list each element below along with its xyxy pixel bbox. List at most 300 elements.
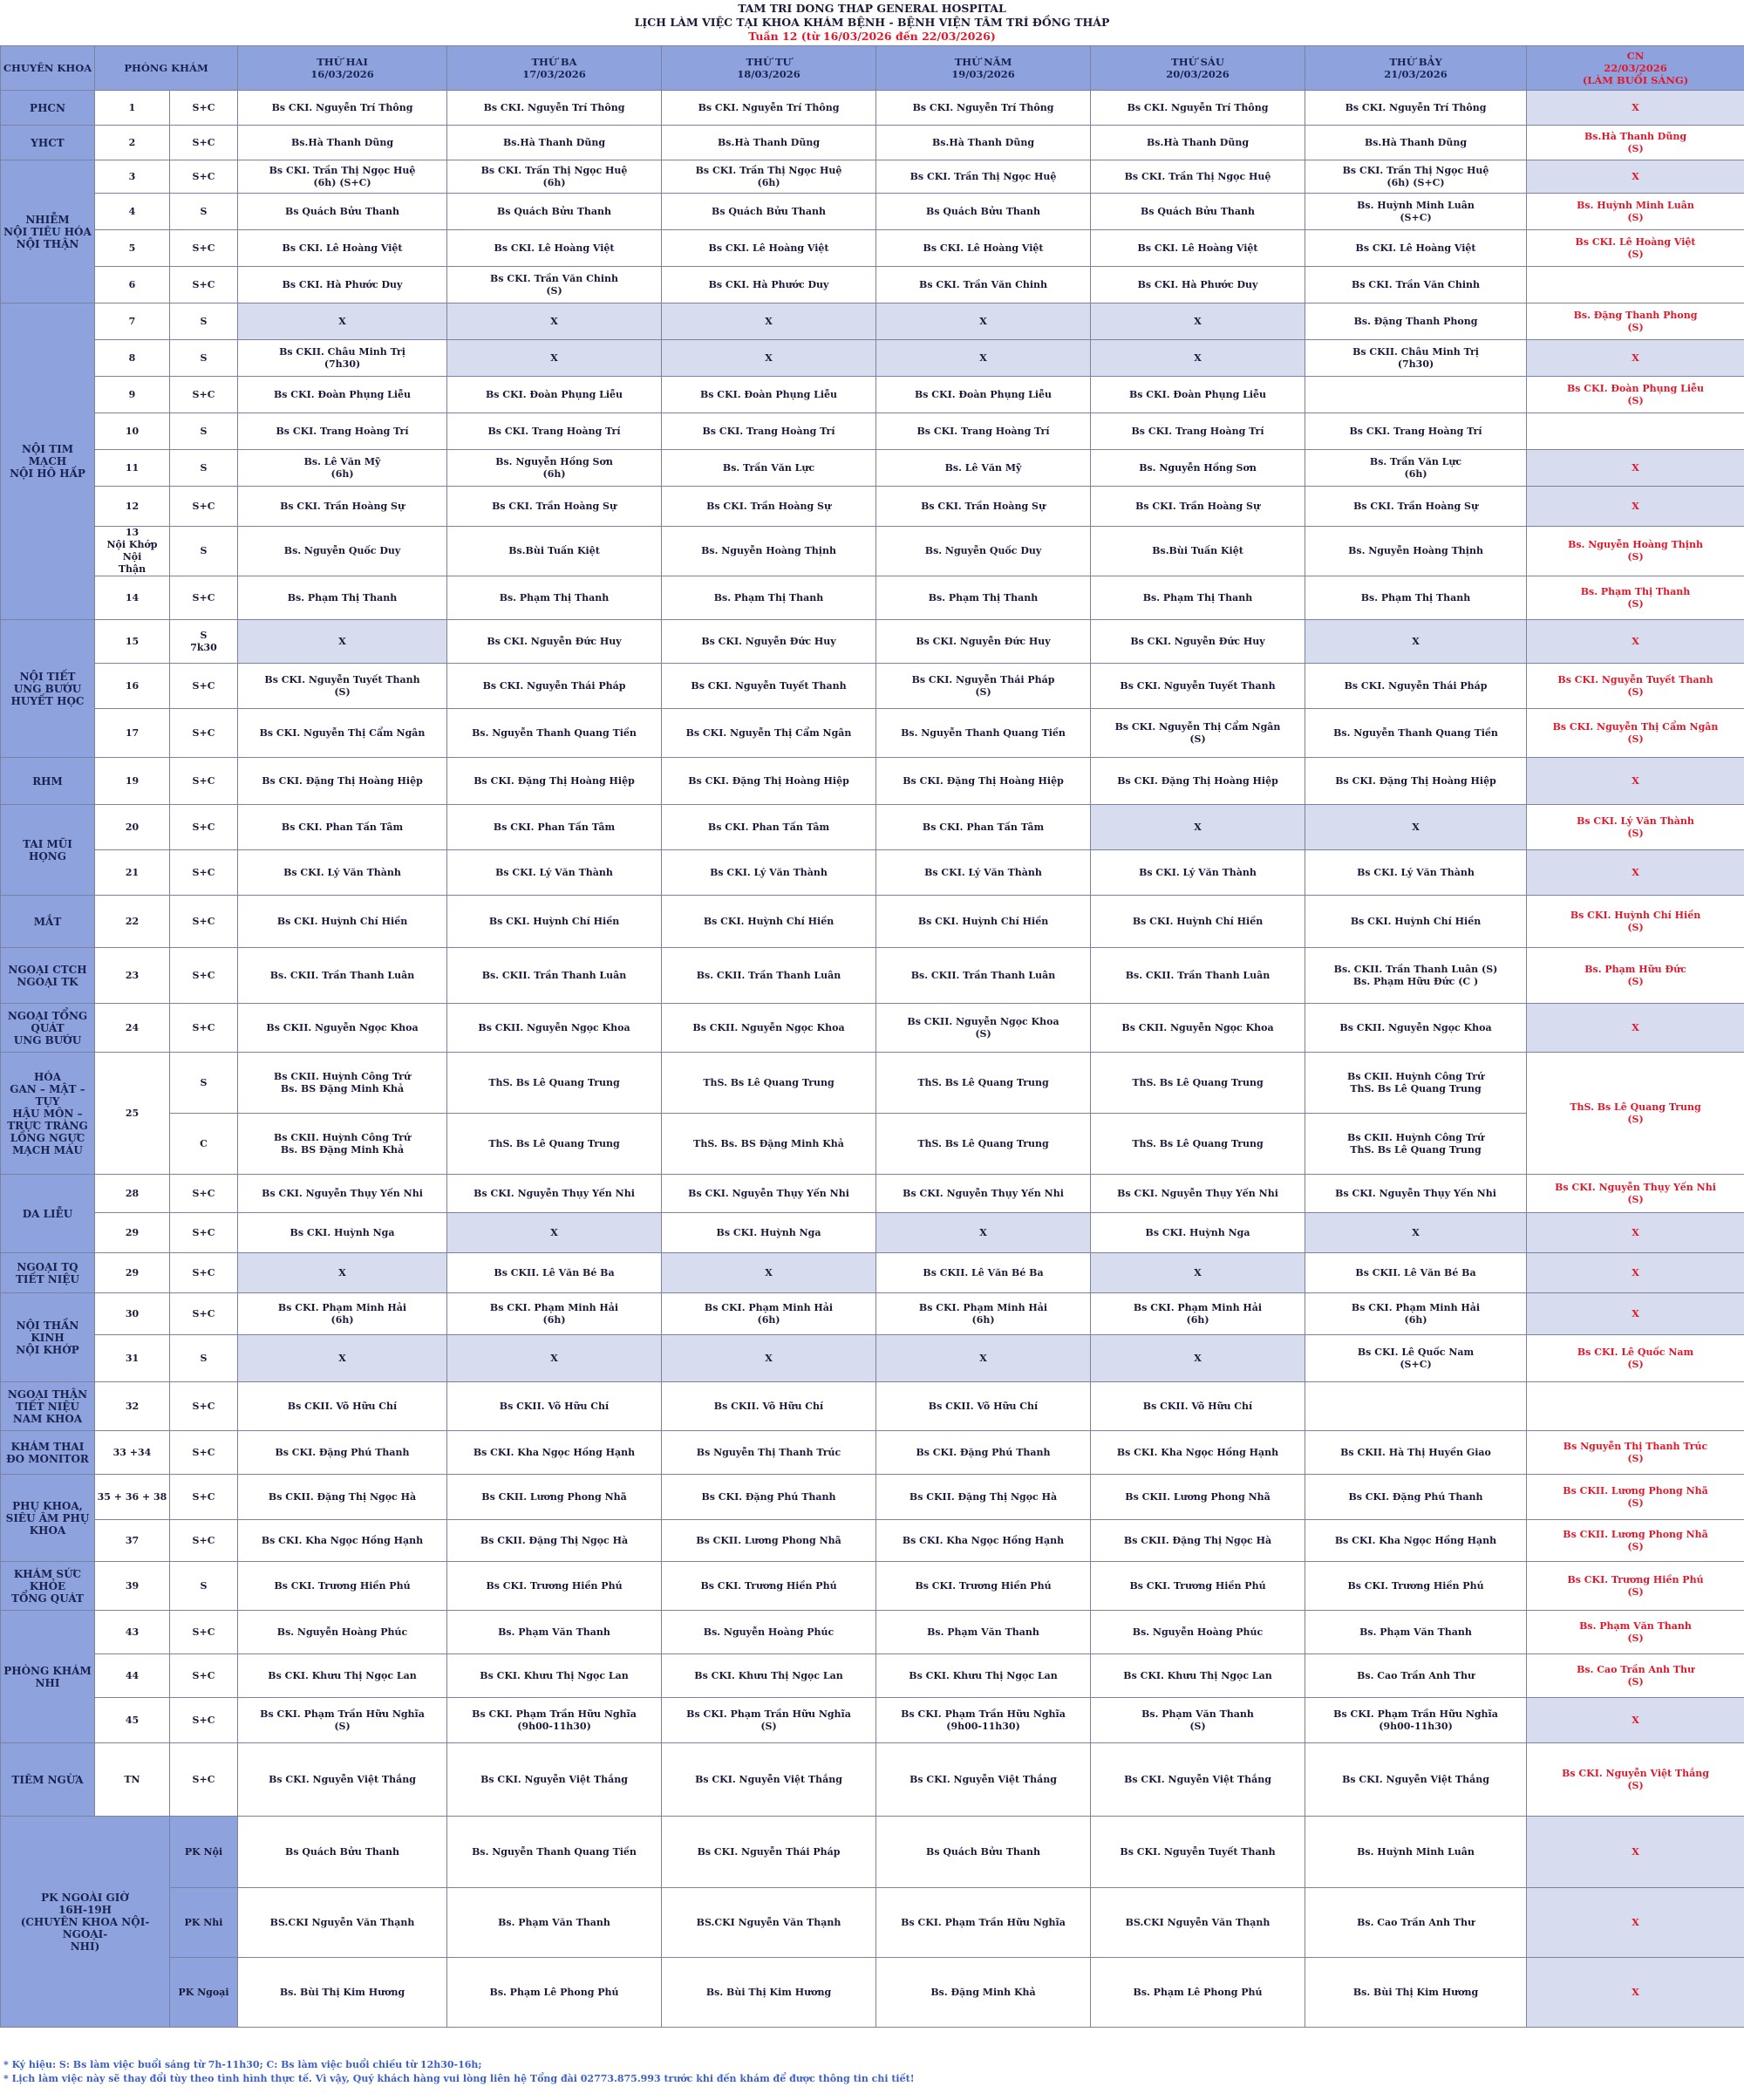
- specialty-cell: KHÁM THAI ĐO MONITOR: [1, 1431, 95, 1475]
- sunday-cell: Bs CKI. Đoàn Phụng Liễu (S): [1527, 377, 1744, 413]
- table-row: [1, 1382, 1744, 1431]
- specialty-cell: NGOẠI THẬN TIẾT NIỆU NAM KHOA: [1, 1382, 95, 1431]
- disclaimer-note: * Lịch làm việc này sẽ thay đổi tùy theo tình hình thực tế. Vì vậy, Quý khách hàng vui lòng liên hệ Tổng đài 02773.875.993 trước khi đến khám để được thông tin chi tiết!: [3, 2073, 915, 2084]
- doctor-cell: Bs. Phạm Lê Phong Phú: [447, 1958, 662, 2028]
- day-header: THỨ SÁU 20/03/2026: [1091, 46, 1305, 91]
- doctor-cell: Bs CKI. Trần Hoàng Sự: [447, 487, 662, 527]
- doctor-cell: Bs CKI. Lê Hoàng Việt: [876, 230, 1091, 267]
- table-row: [1, 948, 1744, 1004]
- doctor-cell: Bs CKI. Kha Ngọc Hồng Hạnh: [876, 1520, 1091, 1562]
- doctor-cell: Bs CKI. Đặng Thị Hoàng Hiệp: [876, 758, 1091, 805]
- sunday-cell: X: [1527, 340, 1744, 377]
- table-row: [1, 126, 1744, 160]
- room-cell: 29: [95, 1253, 170, 1293]
- doctor-cell: Bs CKI. Lê Hoàng Việt: [238, 230, 447, 267]
- specialty-cell: NHIỄM NỘI TIÊU HÓA NỘI THẬN: [1, 160, 95, 303]
- doctor-cell: Bs. Nguyễn Hoàng Phúc: [238, 1611, 447, 1654]
- specialty-cell: TAI MŨI HỌNG: [1, 805, 95, 896]
- doctor-cell: Bs CKI. Nguyễn Trí Thông: [876, 91, 1091, 126]
- doctor-cell: Bs CKI. Trần Hoàng Sự: [238, 487, 447, 527]
- doctor-cell: Bs CKI. Khưu Thị Ngọc Lan: [662, 1654, 876, 1698]
- table-row: [1, 1335, 1744, 1382]
- sunday-cell: Bs CKI. Nguyễn Thụy Yến Nhi (S): [1527, 1175, 1744, 1213]
- doctor-cell: Bs. Lê Văn Mỹ: [876, 450, 1091, 487]
- sunday-cell: X: [1527, 1253, 1744, 1293]
- doctor-cell: Bs. Nguyễn Quốc Duy: [238, 527, 447, 576]
- session-cell: S+C: [170, 377, 238, 413]
- room-cell: 29: [95, 1213, 170, 1253]
- doctor-cell: Bs. Bùi Thị Kim Hương: [1305, 1958, 1527, 2028]
- doctor-cell: Bs CKI. Nguyễn Tuyết Thanh: [1091, 664, 1305, 709]
- schedule-body: [1, 91, 1744, 2028]
- doctor-cell: ThS. Bs Lê Quang Trung: [1091, 1053, 1305, 1114]
- doctor-cell: Bs CKI. Huỳnh Nga: [1091, 1213, 1305, 1253]
- specialty-cell: NGOẠI TỔNG QUÁT UNG BƯỚU: [1, 1004, 95, 1053]
- doctor-cell: Bs CKII. Võ Hữu Chí: [238, 1382, 447, 1431]
- doctor-cell: Bs CKII. Nguyễn Ngọc Khoa: [447, 1004, 662, 1053]
- page-header: [0, 0, 1744, 45]
- sunday-cell: X: [1527, 850, 1744, 896]
- doctor-cell: Bs CKI. Trần Thị Ngọc Huệ (6h) (S+C): [238, 160, 447, 194]
- doctor-cell: Bs CKI. Nguyễn Tuyết Thanh: [1091, 1817, 1305, 1888]
- table-row: [1, 1888, 1744, 1958]
- sunday-cell: X: [1527, 487, 1744, 527]
- doctor-cell: Bs CKII. Nguyễn Ngọc Khoa: [1305, 1004, 1527, 1053]
- doctor-cell: Bs. Nguyễn Thanh Quang Tiền: [876, 709, 1091, 758]
- doctor-cell: Bs CKI. Đặng Thị Hoàng Hiệp: [662, 758, 876, 805]
- room-cell: 4: [95, 194, 170, 230]
- table-row: [1, 1004, 1744, 1053]
- doctor-cell: X: [876, 303, 1091, 340]
- doctor-cell: Bs CKI. Nguyễn Tuyết Thanh: [662, 664, 876, 709]
- doctor-cell: Bs. Nguyễn Hoàng Phúc: [1091, 1611, 1305, 1654]
- doctor-cell: Bs CKI. Nguyễn Thị Cẩm Ngân (S): [1091, 709, 1305, 758]
- doctor-cell: X: [1091, 303, 1305, 340]
- doctor-cell: Bs CKI. Nguyễn Thái Pháp: [447, 664, 662, 709]
- table-row: [1, 267, 1744, 303]
- doctor-cell: Bs CKI. Phan Tấn Tâm: [876, 805, 1091, 850]
- doctor-cell: Bs CKI. Khưu Thị Ngọc Lan: [1091, 1654, 1305, 1698]
- doctor-cell: Bs. Trần Văn Lực (6h): [1305, 450, 1527, 487]
- doctor-cell: Bs CKI. Trương Hiền Phú: [238, 1562, 447, 1611]
- doctor-cell: Bs CKI. Trần Hoàng Sự: [876, 487, 1091, 527]
- table-row: [1, 1053, 1744, 1114]
- doctor-cell: Bs CKI. Đoàn Phụng Liễu: [662, 377, 876, 413]
- doctor-cell: ThS. Bs Lê Quang Trung: [447, 1053, 662, 1114]
- doctor-cell: Bs CKI. Nguyễn Đức Huy: [447, 620, 662, 664]
- room-cell: 6: [95, 267, 170, 303]
- sunday-cell: X: [1527, 1888, 1744, 1958]
- doctor-cell: Bs CKI. Trương Hiền Phú: [1305, 1562, 1527, 1611]
- doctor-cell: Bs CKII. Võ Hữu Chí: [876, 1382, 1091, 1431]
- table-row: [1, 1698, 1744, 1743]
- doctor-cell: Bs. Nguyễn Hoàng Phúc: [662, 1611, 876, 1654]
- doctor-cell: ThS. Bs Lê Quang Trung: [876, 1053, 1091, 1114]
- room-cell: 7: [95, 303, 170, 340]
- session-cell: S+C: [170, 805, 238, 850]
- doctor-cell: Bs CKI. Lê Hoàng Việt: [447, 230, 662, 267]
- session-cell: S+C: [170, 91, 238, 126]
- doctor-cell: Bs CKI. Phạm Minh Hải (6h): [1091, 1293, 1305, 1335]
- doctor-cell: Bs CKII. Đặng Thị Ngọc Hà: [447, 1520, 662, 1562]
- doctor-cell: Bs CKI. Lê Hoàng Việt: [662, 230, 876, 267]
- doctor-cell: Bs CKI. Nguyễn Trí Thông: [1305, 91, 1527, 126]
- doctor-cell: Bs CKII. Lê Văn Bé Ba: [1305, 1253, 1527, 1293]
- doctor-cell: Bs. Huỳnh Minh Luân: [1305, 1817, 1527, 1888]
- doctor-cell: Bs.Hà Thanh Dũng: [447, 126, 662, 160]
- doctor-cell: X: [238, 1253, 447, 1293]
- table-row: [1, 805, 1744, 850]
- doctor-cell: X: [1091, 1335, 1305, 1382]
- specialty-cell: TIÊM NGỪA: [1, 1743, 95, 1817]
- table-row: [1, 160, 1744, 194]
- doctor-cell: Bs CKI. Nguyễn Đức Huy: [1091, 620, 1305, 664]
- table-row: [1, 1817, 1744, 1888]
- session-cell: S+C: [170, 1698, 238, 1743]
- table-row: [1, 1431, 1744, 1475]
- table-row: [1, 576, 1744, 620]
- doctor-cell: Bs CKI. Trương Hiền Phú: [447, 1562, 662, 1611]
- session-cell: S+C: [170, 896, 238, 948]
- footer-notes: [3, 2058, 1739, 2086]
- doctor-cell: Bs. Nguyễn Thanh Quang Tiền: [1305, 709, 1527, 758]
- doctor-cell: Bs CKI. Hà Phước Duy: [238, 267, 447, 303]
- room-cell: 32: [95, 1382, 170, 1431]
- doctor-cell: Bs CKI. Nguyễn Việt Thắng: [238, 1743, 447, 1817]
- specialty-cell: NGOẠI TQ TIẾT NIỆU: [1, 1253, 95, 1293]
- session-cell: S: [170, 1053, 238, 1114]
- table-row: [1, 1654, 1744, 1698]
- session-cell: S+C: [170, 1743, 238, 1817]
- day-header: THỨ BA 17/03/2026: [447, 46, 662, 91]
- doctor-cell: Bs. Nguyễn Hồng Sơn (6h): [447, 450, 662, 487]
- doctor-cell: Bs CKI. Phạm Trần Hữu Nghĩa: [876, 1888, 1091, 1958]
- room-cell: 20: [95, 805, 170, 850]
- doctor-cell: X: [1091, 340, 1305, 377]
- specialty-cell: DA LIỄU: [1, 1175, 95, 1253]
- doctor-cell: Bs. Phạm Thị Thanh: [238, 576, 447, 620]
- sunday-cell: X: [1527, 1958, 1744, 2028]
- doctor-cell: Bs CKI. Nguyễn Việt Thắng: [1091, 1743, 1305, 1817]
- sunday-cell: [1527, 413, 1744, 450]
- doctor-cell: Bs CKI. Trương Hiền Phú: [1091, 1562, 1305, 1611]
- doctor-cell: Bs CKI. Đặng Thị Hoàng Hiệp: [1305, 758, 1527, 805]
- doctor-cell: Bs. Phạm Văn Thanh: [447, 1888, 662, 1958]
- table-row: [1, 1175, 1744, 1213]
- doctor-cell: Bs CKI. Nguyễn Thị Cẩm Ngân: [662, 709, 876, 758]
- room-cell: 44: [95, 1654, 170, 1698]
- sunday-cell: Bs CKI. Nguyễn Thị Cẩm Ngân (S): [1527, 709, 1744, 758]
- doctor-cell: Bs CKI. Trang Hoàng Trí: [1305, 413, 1527, 450]
- doctor-cell: Bs CKI. Kha Ngọc Hồng Hạnh: [238, 1520, 447, 1562]
- doctor-cell: Bs CKI. Đặng Thị Hoàng Hiệp: [238, 758, 447, 805]
- room-cell: 13 Nội Khớp Nội Thận: [95, 527, 170, 576]
- table-row: [1, 1253, 1744, 1293]
- sunday-cell: X: [1527, 758, 1744, 805]
- doctor-cell: X: [238, 303, 447, 340]
- doctor-cell: Bs CKI. Nguyễn Thụy Yến Nhi: [1091, 1175, 1305, 1213]
- doctor-cell: Bs. CKII. Trần Thanh Luân: [238, 948, 447, 1004]
- doctor-cell: Bs CKII. Nguyễn Ngọc Khoa: [238, 1004, 447, 1053]
- day-header: THỨ BẢY 21/03/2026: [1305, 46, 1527, 91]
- doctor-cell: Bs.Hà Thanh Dũng: [1305, 126, 1527, 160]
- doctor-cell: Bs CKI. Trang Hoàng Trí: [447, 413, 662, 450]
- table-row: [1, 1293, 1744, 1335]
- room-cell: 35 + 36 + 38: [95, 1475, 170, 1520]
- session-cell: S: [170, 1562, 238, 1611]
- doctor-cell: Bs Quách Bửu Thanh: [1091, 194, 1305, 230]
- doctor-cell: Bs CKI. Trang Hoàng Trí: [238, 413, 447, 450]
- doctor-cell: Bs CKI. Lý Văn Thành: [447, 850, 662, 896]
- table-row: [1, 896, 1744, 948]
- table-row: [1, 230, 1744, 267]
- room-cell: 21: [95, 850, 170, 896]
- sunday-cell: Bs CKI. Nguyễn Việt Thắng (S): [1527, 1743, 1744, 1817]
- doctor-cell: Bs CKI. Nguyễn Trí Thông: [662, 91, 876, 126]
- doctor-cell: Bs CKI. Nguyễn Thái Pháp (S): [876, 664, 1091, 709]
- doctor-cell: Bs CKI. Phạm Minh Hải (6h): [662, 1293, 876, 1335]
- session-cell: S: [170, 340, 238, 377]
- doctor-cell: X: [1305, 620, 1527, 664]
- doctor-cell: Bs. Phạm Thị Thanh: [662, 576, 876, 620]
- doctor-cell: Bs CKI. Trương Hiền Phú: [662, 1562, 876, 1611]
- doctor-cell: Bs. Nguyễn Hoàng Thịnh: [662, 527, 876, 576]
- doctor-cell: Bs CKI. Phan Tấn Tâm: [238, 805, 447, 850]
- table-header-row: [1, 46, 1744, 91]
- session-cell: S+C: [170, 758, 238, 805]
- doctor-cell: Bs. Nguyễn Thanh Quang Tiền: [447, 709, 662, 758]
- doctor-cell: Bs CKI. Phạm Trần Hữu Nghĩa (9h00-11h30): [1305, 1698, 1527, 1743]
- doctor-cell: Bs CKI. Kha Ngọc Hồng Hạnh: [447, 1431, 662, 1475]
- sunday-cell: Bs Nguyễn Thị Thanh Trúc (S): [1527, 1431, 1744, 1475]
- doctor-cell: Bs CKI. Đặng Phú Thanh: [1305, 1475, 1527, 1520]
- doctor-cell: Bs CKII. Huỳnh Công Trứ Bs. BS Đặng Minh Khả: [238, 1053, 447, 1114]
- doctor-cell: Bs CKI. Nguyễn Việt Thắng: [1305, 1743, 1527, 1817]
- room-header: PHÒNG KHÁM: [95, 46, 238, 91]
- table-row: [1, 758, 1744, 805]
- room-cell: 43: [95, 1611, 170, 1654]
- doctor-cell: Bs CKI. Đặng Thị Hoàng Hiệp: [447, 758, 662, 805]
- table-row: [1, 709, 1744, 758]
- doctor-cell: Bs. Lê Văn Mỹ (6h): [238, 450, 447, 487]
- doctor-cell: Bs CKI. Đoàn Phụng Liễu: [876, 377, 1091, 413]
- doctor-cell: X: [1091, 1253, 1305, 1293]
- doctor-cell: Bs CKII. Lương Phong Nhã: [1091, 1475, 1305, 1520]
- session-cell: S+C: [170, 576, 238, 620]
- sunday-cell: Bs CKI. Lý Văn Thành (S): [1527, 805, 1744, 850]
- doctor-cell: ThS. Bs Lê Quang Trung: [662, 1053, 876, 1114]
- specialty-cell: NGOẠI CTCH NGOẠI TK: [1, 948, 95, 1004]
- doctor-cell: X: [447, 1335, 662, 1382]
- doctor-cell: Bs. Phạm Văn Thanh: [447, 1611, 662, 1654]
- room-cell: 5: [95, 230, 170, 267]
- sunday-cell: Bs. Cao Trần Anh Thư (S): [1527, 1654, 1744, 1698]
- day-header: THỨ TƯ 18/03/2026: [662, 46, 876, 91]
- sunday-cell: Bs. Phạm Thị Thanh (S): [1527, 576, 1744, 620]
- doctor-cell: Bs. Phạm Thị Thanh: [1091, 576, 1305, 620]
- doctor-cell: Bs Quách Bửu Thanh: [238, 1817, 447, 1888]
- doctor-cell: Bs. CKII. Trần Thanh Luân: [662, 948, 876, 1004]
- doctor-cell: Bs. Đặng Thanh Phong: [1305, 303, 1527, 340]
- doctor-cell: Bs CKI. Đoàn Phụng Liễu: [1091, 377, 1305, 413]
- specialty-cell: PHỤ KHOA, SIÊU ÂM PHỤ KHOA: [1, 1475, 95, 1562]
- doctor-cell: X: [662, 1335, 876, 1382]
- doctor-cell: ThS. Bs Lê Quang Trung: [447, 1114, 662, 1175]
- doctor-cell: Bs CKII. Huỳnh Công Trứ Bs. BS Đặng Minh Khả: [238, 1114, 447, 1175]
- hospital-name: TAM TRI DONG THAP GENERAL HOSPITAL: [738, 2, 1006, 15]
- doctor-cell: Bs. CKII. Trần Thanh Luân: [876, 948, 1091, 1004]
- doctor-cell: X: [1091, 805, 1305, 850]
- doctor-cell: Bs CKI. Kha Ngọc Hồng Hạnh: [1091, 1431, 1305, 1475]
- table-row: [1, 377, 1744, 413]
- day-header-sunday: CN 22/03/2026 (LÀM BUỔI SÁNG): [1527, 46, 1744, 91]
- doctor-cell: Bs Quách Bửu Thanh: [876, 194, 1091, 230]
- doctor-cell: X: [876, 1335, 1091, 1382]
- specialty-cell: NỘI THẦN KINH NỘI KHỚP: [1, 1293, 95, 1382]
- table-row: [1, 487, 1744, 527]
- doctor-cell: Bs CKI. Huỳnh Chí Hiền: [662, 896, 876, 948]
- doctor-cell: Bs. Phạm Thị Thanh: [876, 576, 1091, 620]
- doctor-cell: X: [662, 303, 876, 340]
- doctor-cell: Bs CKI. Trần Hoàng Sự: [662, 487, 876, 527]
- doctor-cell: Bs CKI. Nguyễn Trí Thông: [447, 91, 662, 126]
- doctor-cell: Bs CKI. Khưu Thị Ngọc Lan: [238, 1654, 447, 1698]
- table-row: [1, 303, 1744, 340]
- doctor-cell: X: [662, 1253, 876, 1293]
- doctor-cell: Bs CKI. Phạm Minh Hải (6h): [876, 1293, 1091, 1335]
- doctor-cell: X: [447, 340, 662, 377]
- doctor-cell: Bs CKI. Nguyễn Việt Thắng: [447, 1743, 662, 1817]
- doctor-cell: Bs CKII. Nguyễn Ngọc Khoa: [1091, 1004, 1305, 1053]
- sunday-cell: Bs CKI. Trương Hiền Phú (S): [1527, 1562, 1744, 1611]
- doctor-cell: Bs CKI. Trần Thị Ngọc Huệ (6h): [447, 160, 662, 194]
- table-row: [1, 620, 1744, 664]
- session-cell: S+C: [170, 1253, 238, 1293]
- doctor-cell: Bs CKI. Trương Hiền Phú: [876, 1562, 1091, 1611]
- after-hours-room: PK Ngoại: [170, 1958, 238, 2028]
- doctor-cell: Bs CKI. Lý Văn Thành: [876, 850, 1091, 896]
- doctor-cell: Bs. Phạm Văn Thanh (S): [1091, 1698, 1305, 1743]
- doctor-cell: ThS. Bs Lê Quang Trung: [876, 1114, 1091, 1175]
- table-row: [1, 450, 1744, 487]
- doctor-cell: Bs CKI. Đặng Phú Thanh: [238, 1431, 447, 1475]
- doctor-cell: Bs CKII. Võ Hữu Chí: [1091, 1382, 1305, 1431]
- doctor-cell: Bs CKI. Phạm Trần Hữu Nghĩa (9h00-11h30): [447, 1698, 662, 1743]
- table-row: [1, 1520, 1744, 1562]
- doctor-cell: Bs CKII. Huỳnh Công Trứ ThS. Bs Lê Quang Trung: [1305, 1053, 1527, 1114]
- doctor-cell: Bs CKI. Phạm Trần Hữu Nghĩa (S): [662, 1698, 876, 1743]
- doctor-cell: Bs. Trần Văn Lực: [662, 450, 876, 487]
- table-row: [1, 91, 1744, 126]
- room-cell: 23: [95, 948, 170, 1004]
- sunday-cell: X: [1527, 450, 1744, 487]
- sunday-cell: [1527, 1382, 1744, 1431]
- room-cell: 28: [95, 1175, 170, 1213]
- session-cell: S+C: [170, 1293, 238, 1335]
- doctor-cell: Bs CKI. Nguyễn Đức Huy: [662, 620, 876, 664]
- doctor-cell: Bs CKI. Nguyễn Thụy Yến Nhi: [447, 1175, 662, 1213]
- sunday-cell: ThS. Bs Lê Quang Trung (S): [1527, 1053, 1744, 1175]
- session-cell: S+C: [170, 267, 238, 303]
- room-cell: 15: [95, 620, 170, 664]
- doctor-cell: BS.CKI Nguyễn Văn Thạnh: [662, 1888, 876, 1958]
- session-cell: S+C: [170, 948, 238, 1004]
- sunday-cell: Bs CKII. Lương Phong Nhã (S): [1527, 1520, 1744, 1562]
- doctor-cell: Bs Quách Bửu Thanh: [876, 1817, 1091, 1888]
- room-cell: 2: [95, 126, 170, 160]
- doctor-cell: Bs CKI. Huỳnh Chí Hiền: [447, 896, 662, 948]
- doctor-cell: Bs CKI. Trần Hoàng Sự: [1091, 487, 1305, 527]
- sunday-cell: Bs.Hà Thanh Dũng (S): [1527, 126, 1744, 160]
- doctor-cell: X: [1305, 1213, 1527, 1253]
- doctor-cell: Bs. Phạm Văn Thanh: [1305, 1611, 1527, 1654]
- table-row: [1, 850, 1744, 896]
- session-cell: S: [170, 413, 238, 450]
- table-row: [1, 527, 1744, 576]
- schedule-title: LỊCH LÀM VIỆC TẠI KHOA KHÁM BỆNH - BỆNH VIỆN TÂM TRÍ ĐỒNG THÁP: [634, 16, 1110, 29]
- doctor-cell: [1305, 1382, 1527, 1431]
- specialty-cell: MẮT: [1, 896, 95, 948]
- session-cell: S+C: [170, 850, 238, 896]
- sunday-cell: Bs CKI. Huỳnh Chí Hiền (S): [1527, 896, 1744, 948]
- sunday-cell: X: [1527, 160, 1744, 194]
- doctor-cell: Bs CKI. Trần Hoàng Sự: [1305, 487, 1527, 527]
- sunday-cell: X: [1527, 620, 1744, 664]
- doctor-cell: Bs. Phạm Lê Phong Phú: [1091, 1958, 1305, 2028]
- room-cell: 37: [95, 1520, 170, 1562]
- table-row: [1, 1743, 1744, 1817]
- doctor-cell: Bs CKI. Nguyễn Thụy Yến Nhi: [662, 1175, 876, 1213]
- doctor-cell: Bs CKI. Trang Hoàng Trí: [1091, 413, 1305, 450]
- room-cell: 10: [95, 413, 170, 450]
- doctor-cell: Bs. Đặng Minh Khả: [876, 1958, 1091, 2028]
- specialty-cell: YHCT: [1, 126, 95, 160]
- session-cell: S+C: [170, 1654, 238, 1698]
- sunday-cell: X: [1527, 1293, 1744, 1335]
- room-cell: 45: [95, 1698, 170, 1743]
- room-cell: 25: [95, 1053, 170, 1175]
- doctor-cell: Bs. Nguyễn Thanh Quang Tiền: [447, 1817, 662, 1888]
- doctor-cell: Bs CKI. Phạm Minh Hải (6h): [447, 1293, 662, 1335]
- doctor-cell: Bs CKI. Nguyễn Đức Huy: [876, 620, 1091, 664]
- doctor-cell: X: [876, 1213, 1091, 1253]
- room-cell: 12: [95, 487, 170, 527]
- table-row: [1, 1114, 1744, 1175]
- room-cell: 3: [95, 160, 170, 194]
- table-row: [1, 413, 1744, 450]
- doctor-cell: Bs.Hà Thanh Dũng: [238, 126, 447, 160]
- doctor-cell: Bs.Bùi Tuấn Kiệt: [447, 527, 662, 576]
- doctor-cell: Bs CKI. Trần Thị Ngọc Huệ: [1091, 160, 1305, 194]
- specialty-cell: NỘI TIM MẠCH NỘI HÔ HẤP: [1, 303, 95, 620]
- session-cell: S: [170, 450, 238, 487]
- doctor-cell: Bs CKII. Đặng Thị Ngọc Hà: [1091, 1520, 1305, 1562]
- doctor-cell: Bs Quách Bửu Thanh: [238, 194, 447, 230]
- doctor-cell: Bs CKII. Lê Văn Bé Ba: [447, 1253, 662, 1293]
- session-cell: S+C: [170, 1431, 238, 1475]
- doctor-cell: Bs CKI. Nguyễn Tuyết Thanh (S): [238, 664, 447, 709]
- doctor-cell: Bs CKI. Phan Tấn Tâm: [447, 805, 662, 850]
- doctor-cell: Bs CKI. Trang Hoàng Trí: [662, 413, 876, 450]
- sunday-cell: Bs CKI. Lê Hoàng Việt (S): [1527, 230, 1744, 267]
- session-cell: S: [170, 527, 238, 576]
- specialty-cell: RHM: [1, 758, 95, 805]
- room-cell: 14: [95, 576, 170, 620]
- after-hours-room: PK Nhi: [170, 1888, 238, 1958]
- doctor-cell: Bs CKI. Lý Văn Thành: [238, 850, 447, 896]
- doctor-cell: ThS. Bs Lê Quang Trung: [1091, 1114, 1305, 1175]
- doctor-cell: X: [238, 620, 447, 664]
